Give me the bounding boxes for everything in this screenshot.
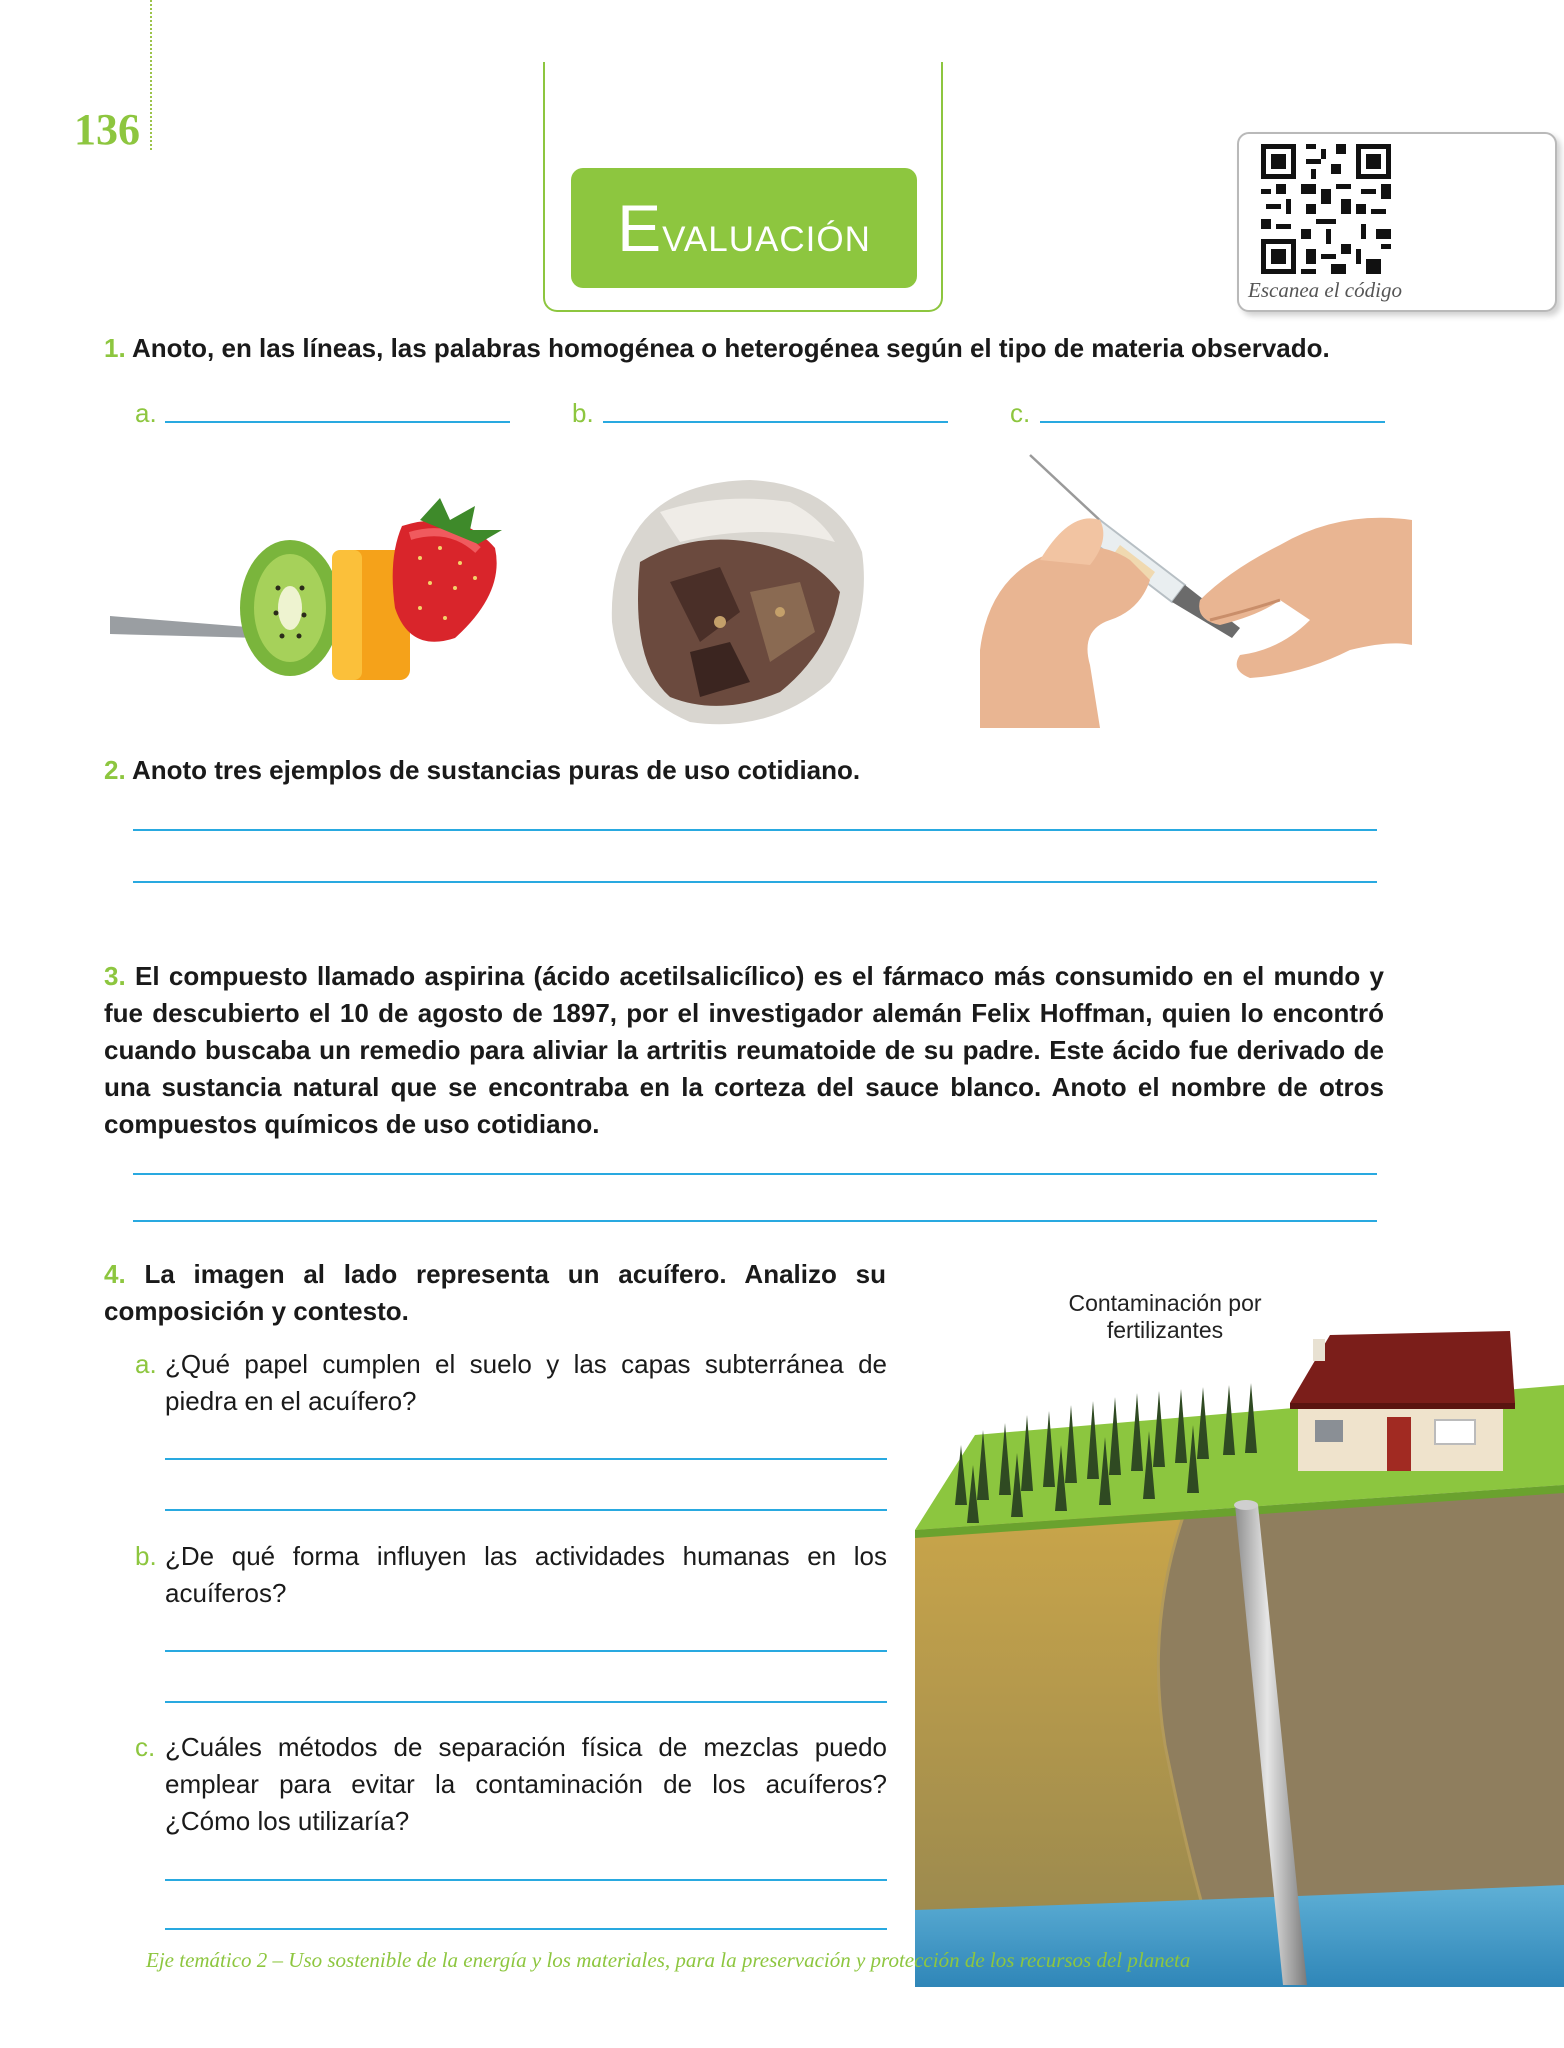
answer-line[interactable] [165, 1650, 887, 1652]
page-title: Evaluación [617, 191, 871, 265]
aquifer-diagram [915, 1325, 1564, 1987]
margin-dotted-line [150, 0, 152, 150]
title-banner [571, 168, 917, 288]
subquestion-label-b: b. [135, 1541, 157, 1571]
subquestion-c-text: ¿Cuáles métodos de separación física de mezclas puedo emplear para evitar la contaminación de los acuíferos? ¿Cómo los utilizaría? [165, 1732, 887, 1836]
question-text: Anoto tres ejemplos de sustancias puras de uso cotidiano. [131, 755, 861, 785]
qr-code-icon [1261, 144, 1391, 274]
answer-line[interactable] [165, 1928, 887, 1930]
diagram-caption-line: fertilizantes [1106, 1317, 1224, 1343]
mineral-rock-image [612, 480, 864, 724]
question-text: La imagen al lado representa un acuífero. Analizo su composición y contesto. [104, 1259, 886, 1326]
subquestion-b-text: ¿De qué forma influyen las actividades humanas en los acuíferos? [165, 1541, 887, 1608]
footer-text: Eje temático 2 – Uso sostenible de la energía y los materiales, para la preservación y protección de los recursos del planeta [146, 1948, 1191, 1972]
answer-line[interactable] [165, 1701, 887, 1703]
question-1 [104, 330, 1404, 367]
answer-label-a: a. [135, 398, 157, 428]
question-text: El compuesto llamado aspirina (ácido acetilsalicílico) es el fármaco más consumido en el mundo y fue descubierto el 10 de agosto de 1897, por el investigador alemán Felix Hoffman, quien lo encontró cuando buscaba un remedio para aliviar la artritis reumatoide de su padre. Este ácido fue derivado de una sustancia natural que se encontraba en la corteza del sauce blanco. Anoto el nombre de otros compuestos químicos de uso cotidiano. [104, 961, 1384, 1139]
answer-line-c[interactable] [1040, 421, 1385, 423]
fruit-fork-image [110, 488, 520, 718]
question-number: 2. [104, 755, 126, 785]
subquestion-label-c: c. [135, 1732, 156, 1762]
answer-line-a[interactable] [165, 421, 510, 423]
syringe-hands-image [980, 450, 1412, 728]
answer-line[interactable] [133, 1173, 1377, 1175]
question-number: 1. [104, 333, 126, 363]
answer-line-b[interactable] [603, 421, 948, 423]
answer-line[interactable] [133, 1220, 1377, 1222]
answer-line[interactable] [165, 1509, 887, 1511]
diagram-caption-line: Contaminación por [1068, 1290, 1262, 1316]
answer-label-b: b. [572, 398, 594, 428]
subquestion-a-text: ¿Qué papel cumplen el suelo y las capas subterránea de piedra en el acuífero? [165, 1349, 887, 1416]
question-number: 3. [104, 961, 126, 991]
answer-line[interactable] [133, 829, 1377, 831]
question-3 [104, 958, 1384, 1143]
question-2 [104, 752, 1404, 789]
answer-line[interactable] [165, 1458, 887, 1460]
answer-line[interactable] [133, 881, 1377, 883]
subquestion-label-a: a. [135, 1349, 157, 1379]
answer-label-c: c. [1010, 398, 1031, 428]
question-number: 4. [104, 1259, 126, 1289]
question-text: Anoto, en las líneas, las palabras homogénea o heterogénea según el tipo de materia observado. [131, 333, 1330, 363]
question-4 [104, 1256, 886, 1330]
answer-line[interactable] [165, 1879, 887, 1881]
page-number: 136 [74, 105, 140, 154]
qr-caption: Escanea el código [1248, 278, 1402, 302]
